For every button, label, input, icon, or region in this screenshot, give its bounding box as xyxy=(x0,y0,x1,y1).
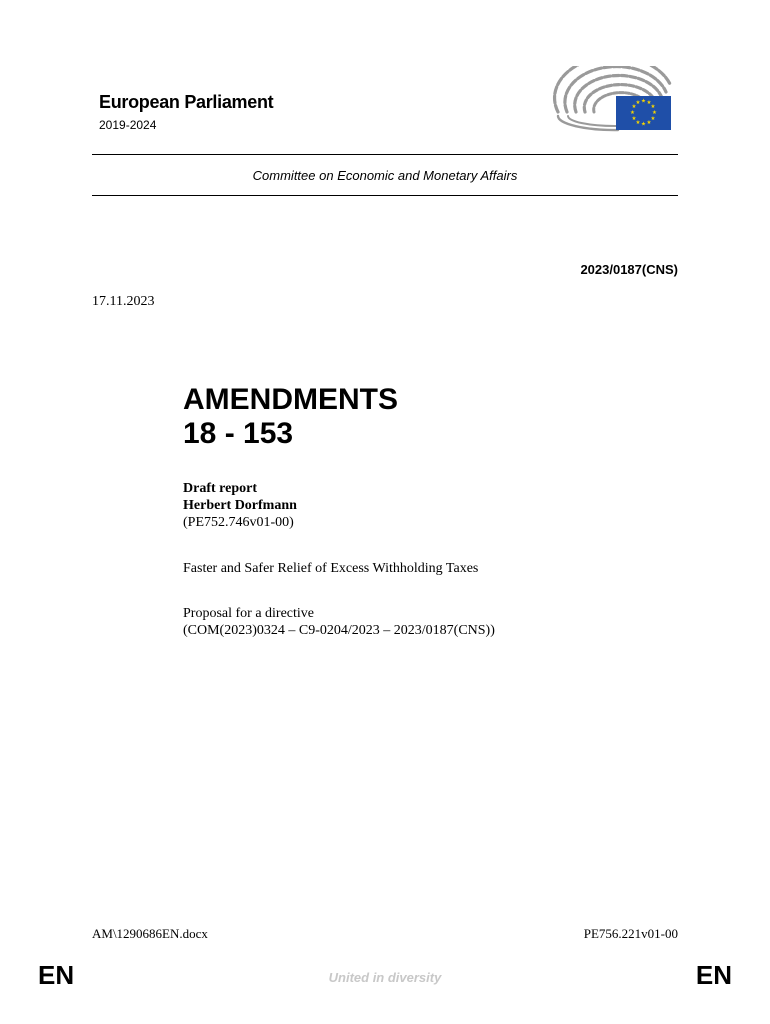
header-divider-bottom xyxy=(92,195,678,196)
document-subject: Faster and Safer Relief of Excess Withholding Taxes xyxy=(183,561,479,576)
svg-text:★: ★ xyxy=(650,104,656,110)
amendment-range: 18 - 153 xyxy=(183,417,294,450)
svg-text:★: ★ xyxy=(631,104,637,110)
svg-text:★: ★ xyxy=(635,120,641,126)
proposal-type: Proposal for a directive xyxy=(183,606,315,621)
parliamentary-term: 2019-2024 xyxy=(99,118,157,132)
svg-text:★: ★ xyxy=(641,98,646,105)
svg-text:★: ★ xyxy=(630,110,635,116)
document-date: 17.11.2023 xyxy=(92,294,155,309)
language-code-right: EN xyxy=(695,960,732,990)
draft-report-reference: (PE752.746v01-00) xyxy=(183,515,294,530)
rapporteur-name: Herbert Dorfmann xyxy=(183,498,297,513)
svg-text:★: ★ xyxy=(646,100,652,106)
document-title: AMENDMENTS xyxy=(183,383,398,416)
proposal-reference: (COM(2023)0324 – C9-0204/2023 – 2023/0187(CNS)) xyxy=(183,623,495,638)
svg-text:★: ★ xyxy=(646,120,652,126)
procedure-number: 2023/0187(CNS) xyxy=(580,262,678,277)
european-parliament-logo-icon xyxy=(552,66,674,134)
svg-text:★: ★ xyxy=(650,116,656,122)
svg-text:★: ★ xyxy=(652,110,657,116)
language-code-left: EN xyxy=(38,960,75,990)
svg-text:★: ★ xyxy=(631,116,637,122)
footer-pe-number: PE756.221v01-00 xyxy=(583,926,678,941)
header-divider-top xyxy=(92,154,678,155)
institution-name: European Parliament xyxy=(99,92,274,112)
svg-text:★: ★ xyxy=(635,100,641,106)
svg-text:★: ★ xyxy=(641,121,646,128)
footer-file-name: AM\1290686EN.docx xyxy=(92,926,208,941)
committee-name: Committee on Economic and Monetary Affairs xyxy=(252,168,518,183)
draft-report-label: Draft report xyxy=(183,481,257,496)
eu-motto: United in diversity xyxy=(328,970,442,985)
